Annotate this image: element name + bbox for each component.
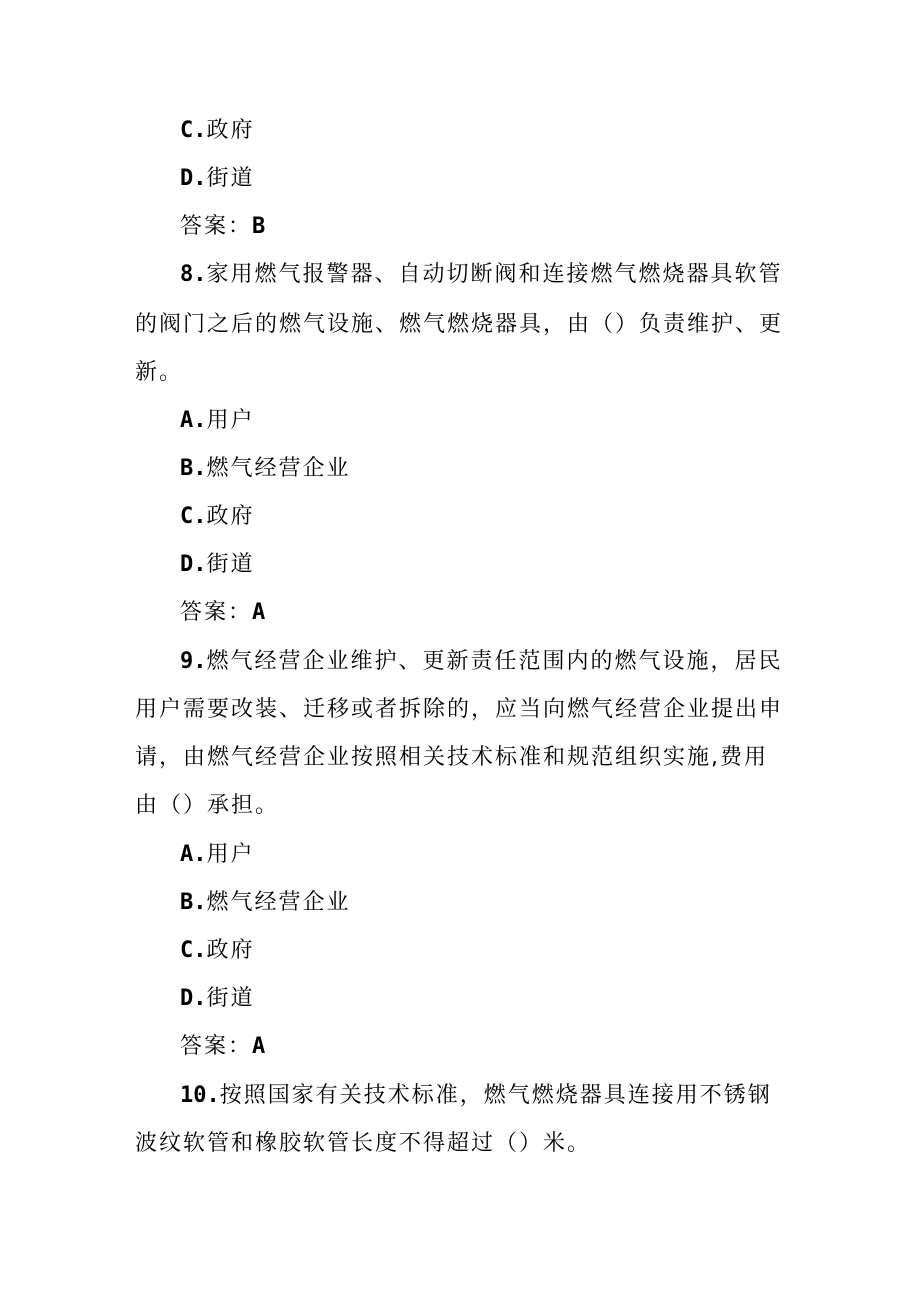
question-9-option-b <box>180 888 351 918</box>
question-9-line-2: 用户需要改装、迁移或者拆除的，应当向燃气经营企业提出申 <box>135 697 784 722</box>
option-text: 用户 <box>206 842 255 867</box>
question-number: 9. <box>180 649 207 674</box>
question-text: 家用燃气报警器、自动切断阀和连接燃气燃烧器具软管 <box>206 262 783 287</box>
option-letter: B. <box>180 456 207 481</box>
option-text: 用户 <box>206 408 255 433</box>
option-text: 街道 <box>206 166 255 191</box>
question-text: 燃气经营企业维护、更新责任范围内的燃气设施，居民 <box>206 649 783 674</box>
question-9-line-1 <box>180 647 783 677</box>
question-9-option-c <box>180 936 255 966</box>
option-letter: C. <box>180 118 207 143</box>
option-letter: C. <box>180 938 207 963</box>
option-text: 燃气经营企业 <box>206 456 351 481</box>
question-9-line-3: 请，由燃气经营企业按照相关技术标准和规范组织实施,费用 <box>135 745 768 770</box>
question-8-line-1 <box>180 260 783 290</box>
option-text: 街道 <box>206 986 255 1011</box>
question-10-line-1 <box>180 1081 772 1111</box>
question-8-option-b <box>180 454 351 484</box>
question-8-line-2: 的阀门之后的燃气设施、燃气燃烧器具，由（）负责维护、更 <box>135 312 784 337</box>
option-letter: D. <box>180 986 207 1011</box>
question-text: 按照国家有关技术标准，燃气燃烧器具连接用不锈钢 <box>219 1083 772 1108</box>
answer-value: A <box>252 600 268 625</box>
option-letter: D. <box>180 552 207 577</box>
question-8-option-d <box>180 550 255 580</box>
option-letter: D. <box>180 166 207 191</box>
option-letter: A. <box>180 842 207 867</box>
option-text: 燃气经营企业 <box>206 890 351 915</box>
answer-value: B <box>252 214 268 239</box>
answer-label: 答案： <box>180 600 253 625</box>
answer-value: A <box>252 1034 268 1059</box>
answer <box>180 212 267 242</box>
question-9-line-4: 由（）承担。 <box>135 793 280 818</box>
question-8-answer <box>180 598 267 628</box>
answer-label: 答案： <box>180 1034 253 1059</box>
option-text: 政府 <box>206 504 255 529</box>
answer-label: 答案： <box>180 214 253 239</box>
option-d <box>180 164 255 194</box>
question-number: 10. <box>180 1083 220 1108</box>
option-c <box>180 116 255 146</box>
option-text: 政府 <box>206 118 255 143</box>
question-10-line-2: 波纹软管和橡胶软管长度不得超过（）米。 <box>135 1131 592 1156</box>
question-9-option-d <box>180 984 255 1014</box>
question-8-option-c <box>180 502 255 532</box>
option-letter: A. <box>180 408 207 433</box>
option-text: 街道 <box>206 552 255 577</box>
question-9-answer <box>180 1032 267 1062</box>
option-letter: C. <box>180 504 207 529</box>
question-9-option-a <box>180 840 255 870</box>
question-8-option-a <box>180 406 255 436</box>
question-number: 8. <box>180 262 207 287</box>
option-text: 政府 <box>206 938 255 963</box>
question-8-line-3: 新。 <box>135 360 184 385</box>
option-letter: B. <box>180 890 207 915</box>
